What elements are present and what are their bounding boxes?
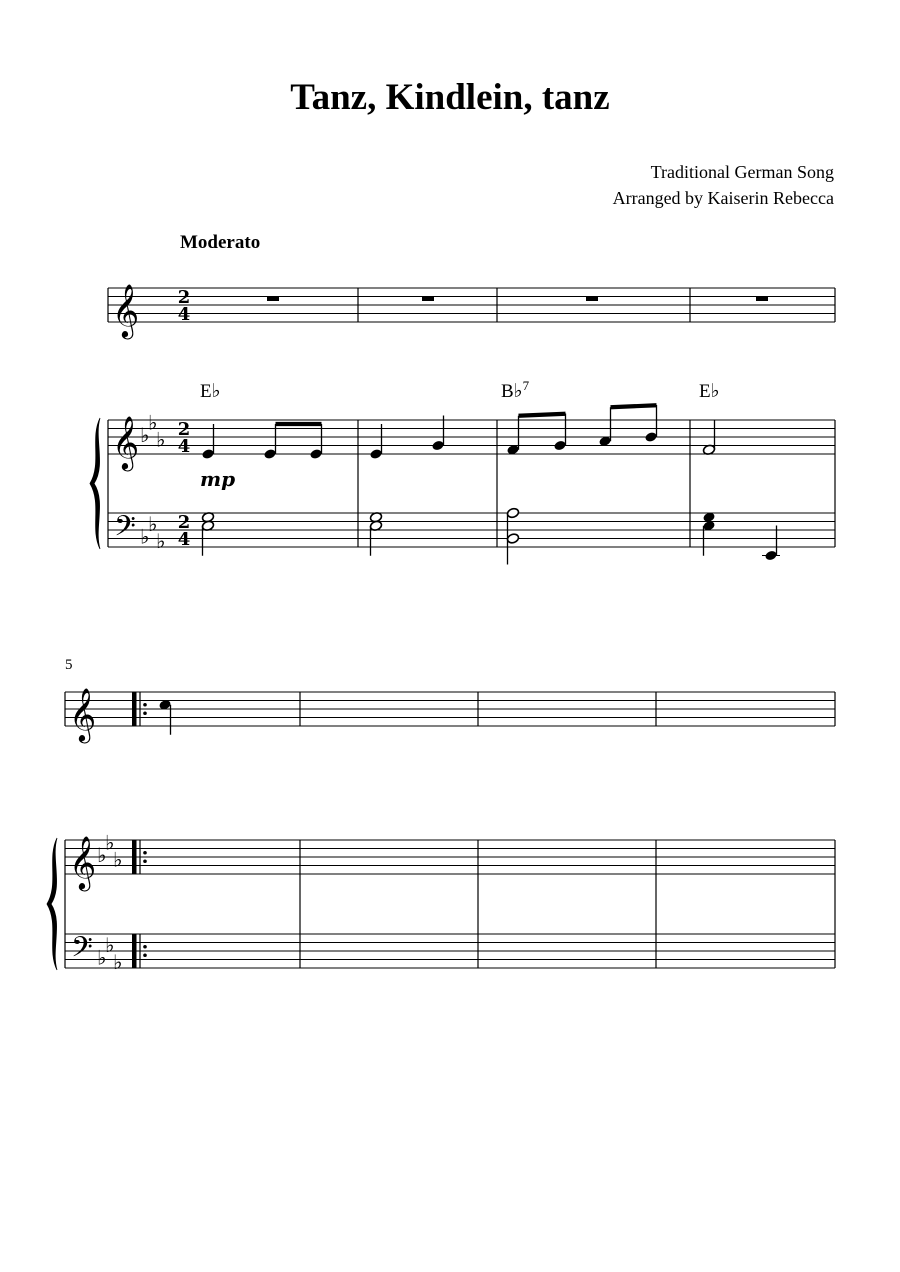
time-signature-top: 2: [177, 287, 191, 308]
note-beam: [519, 414, 566, 416]
chord-root: B♭: [501, 381, 523, 402]
repeat-start-dot: [143, 703, 147, 707]
whole-rest: [267, 297, 279, 302]
time-signature-bottom: 4: [177, 304, 191, 325]
key-flat-icon: ♭: [140, 524, 150, 549]
notehead: [309, 448, 322, 460]
notehead: [369, 448, 382, 460]
repeat-start-dot: [143, 851, 147, 855]
bass-clef-icon: 𝄢: [71, 931, 93, 971]
key-flat-icon: ♭: [97, 945, 107, 970]
treble-clef-icon: 𝄞: [69, 687, 97, 741]
piano-brace: [47, 838, 57, 970]
chord-symbol: [200, 381, 221, 402]
bass-clef-icon: 𝄢: [114, 510, 136, 550]
score-title: Tanz, Kindlein, tanz: [290, 77, 610, 118]
repeat-start-dot: [143, 953, 147, 957]
chord-root: E♭: [699, 381, 720, 402]
notehead: [644, 431, 657, 443]
notehead: [764, 550, 777, 562]
key-flat-icon: ♭: [113, 949, 123, 974]
chord-symbol: [699, 381, 720, 402]
time-signature-top: 2: [177, 512, 191, 533]
repeat-start-dot: [143, 945, 147, 949]
note-beam: [611, 405, 657, 407]
chord-extension: 7: [522, 378, 530, 393]
piano-dynamic-mp: mp: [200, 467, 236, 491]
chord-root: E♭: [200, 381, 221, 402]
treble-clef-icon: 𝄞: [69, 835, 97, 889]
notehead: [553, 440, 566, 452]
notehead: [431, 440, 444, 452]
composer-credit: Traditional German Song: [650, 162, 834, 182]
key-flat-icon: ♭: [156, 427, 166, 452]
treble-clef-icon: 𝄞: [112, 283, 140, 337]
notehead: [506, 533, 519, 545]
key-flat-icon: ♭: [156, 528, 166, 553]
time-signature-top: 2: [177, 419, 191, 440]
key-flat-icon: ♭: [148, 511, 158, 536]
time-signature-bottom: 4: [177, 529, 191, 550]
key-flat-icon: ♭: [113, 847, 123, 872]
key-flat-icon: ♭: [148, 410, 158, 435]
time-signature-bottom: 4: [177, 436, 191, 457]
treble-clef-icon: 𝄞: [112, 415, 140, 469]
measure-number: 5: [65, 657, 73, 673]
piano-brace: [90, 418, 100, 549]
repeat-start-dot: [143, 859, 147, 863]
notehead: [506, 507, 519, 519]
tempo-marking: Moderato: [180, 232, 261, 253]
notehead: [263, 448, 276, 460]
repeat-start-thick-bar: [132, 840, 137, 874]
key-flat-icon: ♭: [105, 830, 115, 855]
repeat-start-thick-bar: [132, 934, 137, 968]
notehead: [201, 448, 214, 460]
whole-rest: [422, 297, 434, 302]
whole-rest: [756, 297, 768, 302]
chord-symbol: [501, 378, 530, 402]
key-flat-icon: ♭: [97, 843, 107, 867]
whole-rest: [586, 297, 598, 302]
key-flat-icon: ♭: [140, 423, 150, 447]
repeat-start-thick-bar: [132, 692, 137, 726]
repeat-start-dot: [143, 711, 147, 715]
key-flat-icon: ♭: [105, 932, 115, 957]
arranger-credit: Arranged by Kaiserin Rebecca: [612, 188, 834, 208]
